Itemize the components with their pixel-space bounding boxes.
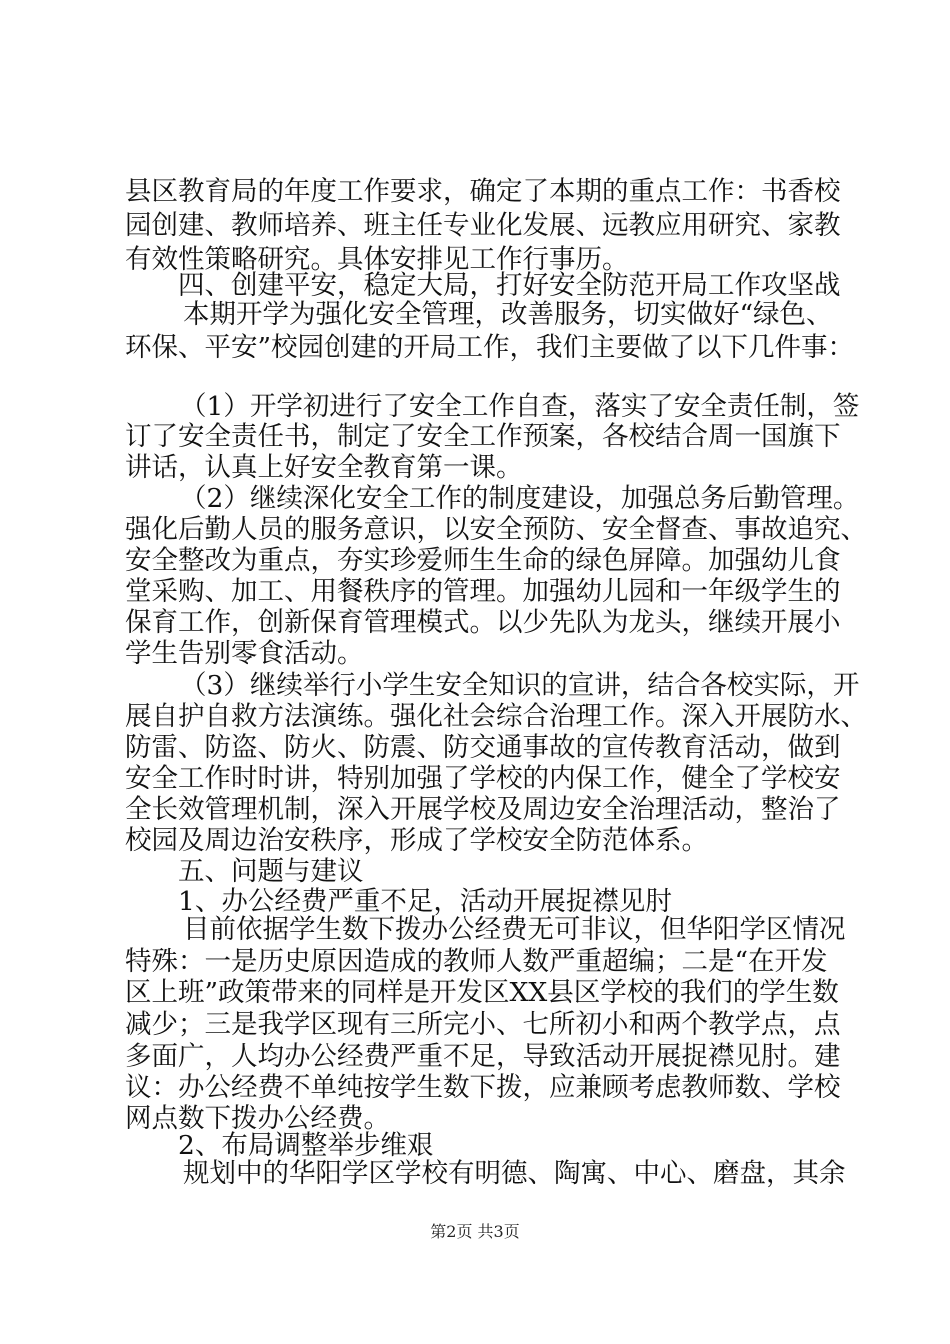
text-line: 园创建、教师培养、班主任专业化发展、远教应用研究、家教 [125,210,841,241]
text-line: 议：办公经费不单纯按学生数下拨，应兼顾考虑教师数、学校 [125,1072,841,1103]
text-line: 展自护自救方法演练。强化社会综合治理工作。深入开展防水、 [125,701,867,732]
text-line: 安全工作时时讲，特别加强了学校的内保工作，健全了学校安 [125,763,841,794]
text-line: 减少；三是我学区现有三所完小、七所初小和两个教学点，点 [125,1009,841,1040]
text-line: 防雷、防盗、防火、防震、防交通事故的宣传教育活动，做到 [125,732,841,763]
text-line: 堂采购、加工、用餐秩序的管理。加强幼儿园和一年级学生的 [125,576,841,607]
text-line: （2）继续深化安全工作的制度建设，加强总务后勤管理。 [180,483,860,514]
subsection-heading: 2、布局调整举步维艰 [178,1130,434,1161]
text-line: （1）开学初进行了安全工作自查，落实了安全责任制，签 [180,391,860,422]
text-line: 强化后勤人员的服务意识，以安全预防、安全督查、事故追究、 [125,514,867,545]
subsection-heading: 1、办公经费严重不足，活动开展捉襟见肘 [178,886,672,917]
page-number-footer: 第2页 共3页 [430,1222,520,1241]
text-line: 校园及周边治安秩序，形成了学校安全防范体系。 [125,825,708,856]
text-line: 全长效管理机制，深入开展学校及周边安全治理活动，整治了 [125,794,841,825]
text-line: 学生告别零食活动。 [125,638,364,669]
text-line: 本期开学为强化安全管理，改善服务，切实做好“绿色、 [183,299,833,330]
text-line: 目前依据学生数下拨办公经费无可非议，但华阳学区情况 [183,914,846,945]
text-line: 安全整改为重点，夯实珍爱师生生命的绿色屏障。加强幼儿食 [125,545,841,576]
text-line: 网点数下拨办公经费。 [125,1103,390,1134]
text-line: 规划中的华阳学区学校有明德、陶寓、中心、磨盘，其余 [183,1158,846,1189]
text-line: 县区教育局的年度工作要求，确定了本期的重点工作：书香校 [125,176,841,207]
text-line: 区上班”政策带来的同样是开发区XX县区学校的我们的学生数 [125,977,839,1008]
text-line: 有效性策略研究。具体安排见工作行事历。 [125,244,629,275]
section-heading: 四、创建平安，稳定大局，打好安全防范开局工作攻坚战 [178,270,841,301]
text-line: 环保、平安”校园创建的开局工作，我们主要做了以下几件事： [125,332,855,363]
text-line: 多面广，人均办公经费严重不足，导致活动开展捉襟见肘。建 [125,1041,841,1072]
text-line: 讲话，认真上好安全教育第一课。 [125,452,523,483]
section-heading: 五、问题与建议 [178,856,364,887]
text-line: 特殊：一是历史原因造成的教师人数严重超编；二是“在开发 [125,946,828,977]
text-line: （3）继续举行小学生安全知识的宣讲，结合各校实际，开 [180,670,860,701]
text-line: 保育工作，创新保育管理模式。以少先队为龙头，继续开展小 [125,607,841,638]
text-line: 订了安全责任书，制定了安全工作预案，各校结合周一国旗下 [125,421,841,452]
